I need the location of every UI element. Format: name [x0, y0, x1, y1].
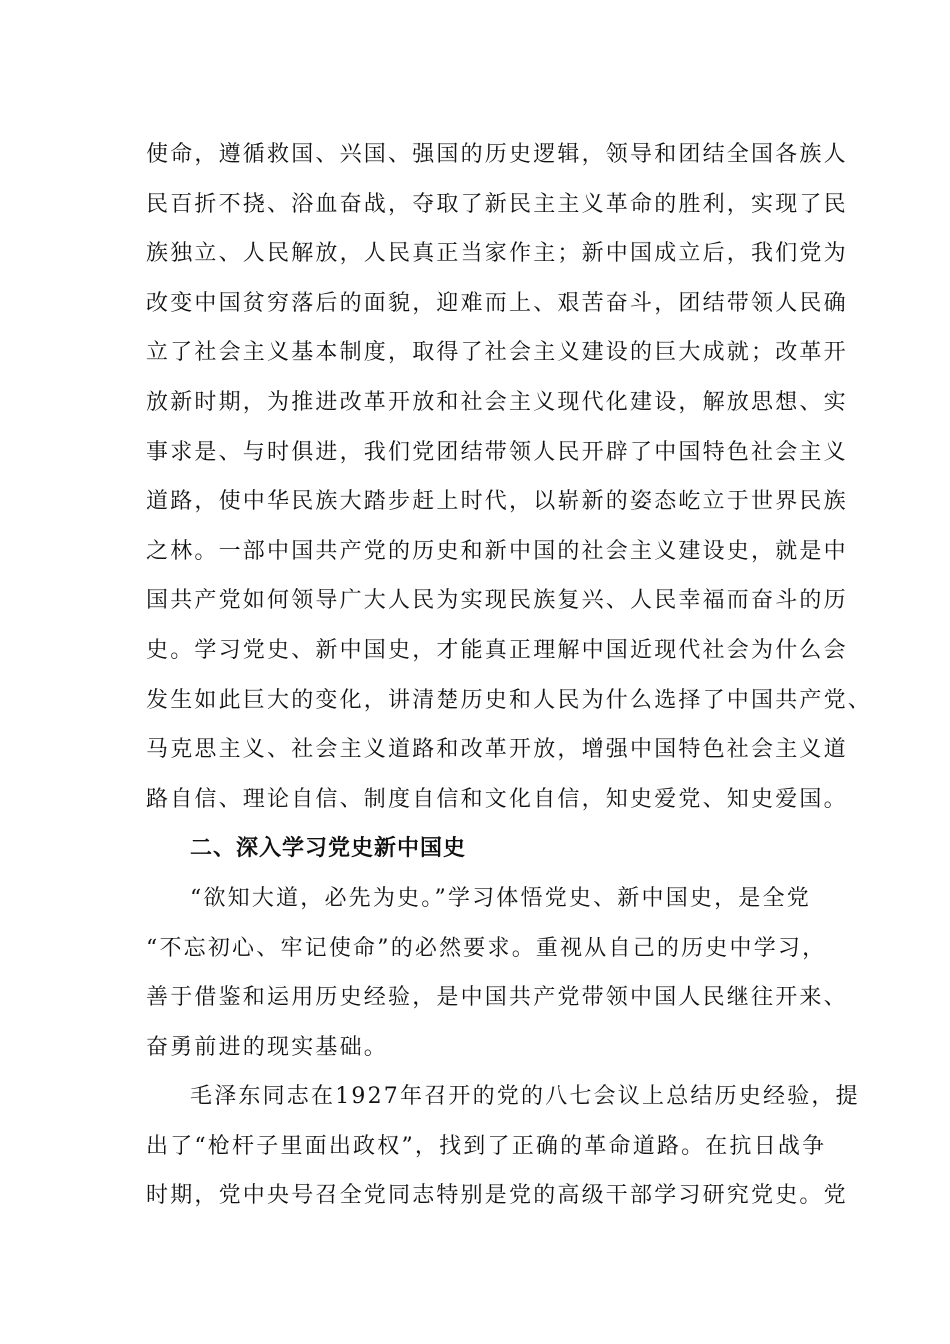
text-line: 奋勇前进的现实基础。 — [146, 1034, 389, 1060]
text-line: 之林。一部中国共产党的历史和新中国的社会主义建设史，就是中 — [146, 538, 848, 564]
text-line: 路自信、理论自信、制度自信和文化自信，知史爱党、知史爱国。 — [146, 786, 848, 812]
text-line: 出了“枪杆子里面出政权”，找到了正确的革命道路。在抗日战争 — [146, 1133, 827, 1159]
text-line: 毛泽东同志在1927年召开的党的八七会议上总结历史经验，提 — [190, 1084, 860, 1110]
text-line: 事求是、与时俱进，我们党团结带领人民开辟了中国特色社会主义 — [146, 439, 848, 465]
text-line: 马克思主义、社会主义道路和改革开放，增强中国特色社会主义道 — [146, 737, 848, 763]
paragraph-1 — [146, 130, 873, 824]
text-line: 史。学习党史、新中国史，才能真正理解中国近现代社会为什么会 — [146, 637, 848, 663]
text-line: 国共产党如何领导广大人民为实现民族复兴、人民幸福而奋斗的历 — [146, 588, 848, 614]
text-line: 善于借鉴和运用历史经验，是中国共产党带领中国人民继往开来、 — [146, 985, 848, 1011]
section-heading: 二、深入学习党史新中国史 — [190, 836, 467, 862]
paragraph-3 — [146, 1072, 860, 1221]
text-line: 发生如此巨大的变化，讲清楚历史和人民为什么选择了中国共产党、 — [146, 687, 873, 713]
text-line: 族独立、人民解放，人民真正当家作主；新中国成立后，我们党为 — [146, 241, 848, 267]
paragraph-2 — [146, 874, 848, 1072]
text-line: 时期，党中央号召全党同志特别是党的高级干部学习研究党史。党 — [146, 1183, 848, 1209]
text-line: “欲知大道，必先为史。”学习体悟党史、新中国史，是全党 — [190, 885, 811, 911]
document-body — [146, 130, 873, 1221]
text-line: 道路，使中华民族大踏步赶上时代，以崭新的姿态屹立于世界民族 — [146, 489, 848, 515]
text-line: 放新时期，为推进改革开放和社会主义现代化建设，解放思想、实 — [146, 389, 848, 415]
text-line: 使命，遵循救国、兴国、强国的历史逻辑，领导和团结全国各族人 — [146, 142, 848, 167]
text-line: 立了社会主义基本制度，取得了社会主义建设的巨大成就；改革开 — [146, 340, 848, 366]
text-line: 改变中国贫穷落后的面貌，迎难而上、艰苦奋斗，团结带领人民确 — [146, 290, 848, 316]
text-line: 民百折不挠、浴血奋战，夺取了新民主主义革命的胜利，实现了民 — [146, 191, 848, 217]
text-line: “不忘初心、牢记使命”的必然要求。重视从自己的历史中学习， — [146, 935, 827, 961]
